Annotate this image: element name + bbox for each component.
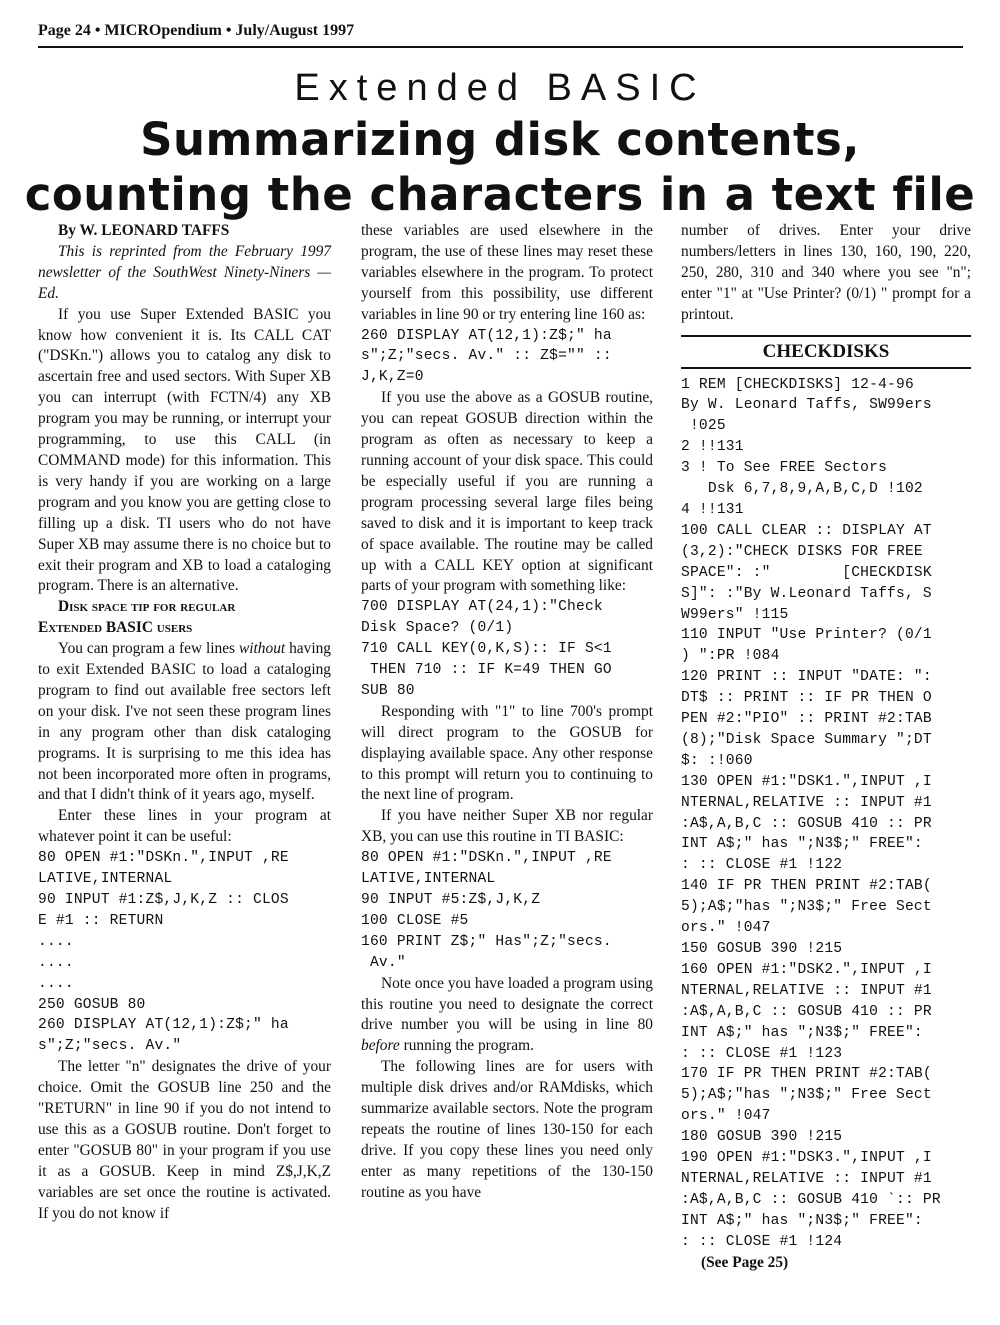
text-run: running the program. — [399, 1037, 534, 1055]
subhead-line-2-pre: Extended — [38, 619, 106, 637]
sidebar-title: CHECKDISKS — [681, 337, 971, 369]
section-kicker: Extended BASIC — [294, 67, 706, 109]
code-listing: 80 OPEN #1:"DSKn.",INPUT ,RE LATIVE,INTERNAL 90 INPUT #1:Z$,J,K,Z :: CLOS E #1 :: RETURN .... .... .... 250 GOSUB 80 260 DISPLAY AT(12,1):Z$;" ha s";Z;"secs. Av." — [38, 850, 289, 1055]
headline-line-2: counting the characters in a text file — [24, 168, 976, 221]
headline-line-1: Summarizing disk contents, — [140, 113, 860, 166]
paragraph: If you use the above as a GOSUB routine, you can repeat GOSUB direction within the program as often as necessary to keep a running account of your disk space. This could be especially useful if you are running a program processing several large files being saved to disk and it is important to keep track of space available. The routine may be called up with a CALL KEY option at significant parts of your program with something like: — [361, 389, 653, 595]
paragraph: If you have neither Super XB nor regular XB, you can use this routine in TI BASIC: — [361, 807, 653, 846]
column-3 — [681, 221, 971, 1274]
paragraph: number of drives. Enter your drive numbers/letters in lines 130, 160, 190, 220, 250, 280, 310 and 340 where you see "n"; enter "1" at "Use Printer? (0/1) " prompt for a printout. — [681, 222, 971, 323]
emphasis: without — [238, 640, 286, 658]
text-run: Note once you have loaded a program using this routine you need to designate the correct drive number you will be using in line 80 — [361, 974, 653, 1034]
code-listing: 260 DISPLAY AT(12,1):Z$;" ha s";Z;"secs. Av." :: Z$="" :: J,K,Z=0 — [361, 327, 612, 386]
paragraph — [38, 639, 331, 806]
paragraph — [361, 974, 653, 1058]
column-2 — [361, 221, 653, 1204]
paragraph: Responding with "1" to line 700's prompt will direct program to the GOSUB for displaying available space. Any other response to this prompt will return you to continuing to the next line of program. — [361, 702, 653, 804]
paragraph: Enter these lines in your program at whatever point it can be useful: — [38, 807, 331, 846]
subhead-line-1: Disk space tip for regular — [58, 598, 236, 616]
article-headline — [0, 112, 1000, 222]
continuation-note: (See Page 25) — [701, 1253, 789, 1271]
emphasis: before — [361, 1037, 400, 1055]
program-listing: 1 REM [CHECKDISKS] 12-4-96 By W. Leonard Taffs, SW99ers !025 2 !!131 3 ! To See FREE Sectors Dsk 6,7,8,9,A,B,C,D !102 4 !!131 100 CALL CLEAR :: DISPLAY AT (3,2):"CHECK DISKS FOR FREE SPACE": :" [CHECKDISK S]": :"By W.Leonard Taffs, S W99ers" !115 110 INPUT "Use Printer? (0/1 ) ":PR !084 120 PRINT :: INPUT "DATE: ": DT$ :: PRINT :: IF PR THEN O PEN #2:"PIO" :: PRINT #2:TAB (8);"Disk Space Summary ";DT $: :!060 130 OPEN #1:"DSK1.",INPUT ,I NTERNAL,RELATIVE :: INPUT #1 :A$,A,B,C :: GOSUB 410 :: PR INT A$;" has ";N3$;" FREE": : :: CLOSE #1 !122 140 IF PR THEN PRINT #2:TAB( 5);A$;"has ";N3$;" Free Sect ors." !047 150 GOSUB 390 !215 160 OPEN #1:"DSK2.",INPUT ,I NTERNAL,RELATIVE :: INPUT #1 :A$,A,B,C :: GOSUB 410 :: PR INT A$;" has ";N3$;" FREE": : :: CLOSE #1 !123 170 IF PR THEN PRINT #2:TAB( 5);A$;"has ";N3$;" Free Sect ors." !047 180 GOSUB 390 !215 190 OPEN #1:"DSK3.",INPUT ,I NTERNAL,RELATIVE :: INPUT #1 :A$,A,B,C :: GOSUB 410 `:: PR INT A$;" has ";N3$;" FREE": : :: CLOSE #1 !124 — [681, 376, 941, 1250]
editor-note: This is reprinted from the February 1997 newsletter of the SouthWest Ninety-Niners — Ed. — [38, 242, 331, 302]
header-rule — [38, 46, 963, 48]
code-listing: 700 DISPLAY AT(24,1):"Check Disk Space? (0/1) 710 CALL KEY(0,K,S):: IF S<1 THEN 710 :: IF K=49 THEN GO SUB 80 — [361, 599, 612, 699]
text-run: You can program a few lines — [58, 640, 239, 658]
paragraph: these variables are used elsewhere in the program, the use of these lines may reset these variables elsewhere in the program. To protect yourself from this possibility, use different variables in line 90 or try entering line 160 as: — [361, 222, 653, 323]
byline: By W. LEONARD TAFFS — [58, 222, 230, 239]
running-head: Page 24 • MICROpendium • July/August 1997 — [38, 22, 355, 39]
subhead-line-2-basic: BASIC — [105, 619, 153, 637]
paragraph: The letter "n" designates the drive of your choice. Omit the GOSUB line 250 and the "RETURN" in line 90 if you do not intend to use this as a GOSUB routine. Don't forget to enter "GOSUB 80" in your program if you use it as a GOSUB. Keep in mind Z$,J,K,Z variables are set once the routine is activated. If you do not know if — [38, 1058, 331, 1222]
paragraph: The following lines are for users with multiple disk drives and/or RAMdisks, which summarize available sectors. Note the program repeats the routine of lines 130-150 for each drive. If you copy these lines you need only enter as many repetitions of the 130-150 routine as you have — [361, 1058, 653, 1201]
column-1 — [38, 221, 331, 1225]
paragraph: If you use Super Extended BASIC you know how convenient it is. Its CALL CAT ("DSKn.") allows you to catalog any disk to ascertain free and used sectors. With Super XB you can interrupt (with FCTN/4) any XB program you may be running, or interrupt your programming, to use this CALL (in COMMAND mode) for this information. This is very handy if you are working on a large program and you know you are getting close to filling up a disk. TI users who do not have Super XB may assume there is no choice but to exit their program and XB to load a cataloging program. There is an alternative. — [38, 305, 331, 595]
text-run: having to exit Extended BASIC to load a cataloging program to find out available free sectors left on your disk. I've not seen these program lines in any program other than disk cataloging programs. It is surprising to me this idea has not been incorporated more often in programs, and that I didn't think of it years ago, myself. — [38, 640, 331, 804]
subhead — [38, 597, 331, 639]
subhead-line-2-post: users — [152, 619, 193, 637]
code-listing: 80 OPEN #1:"DSKn.",INPUT ,RE LATIVE,INTERNAL 90 INPUT #5:Z$,J,K,Z 100 CLOSE #5 160 PRINT Z$;" Has";Z;"secs. Av." — [361, 850, 612, 971]
